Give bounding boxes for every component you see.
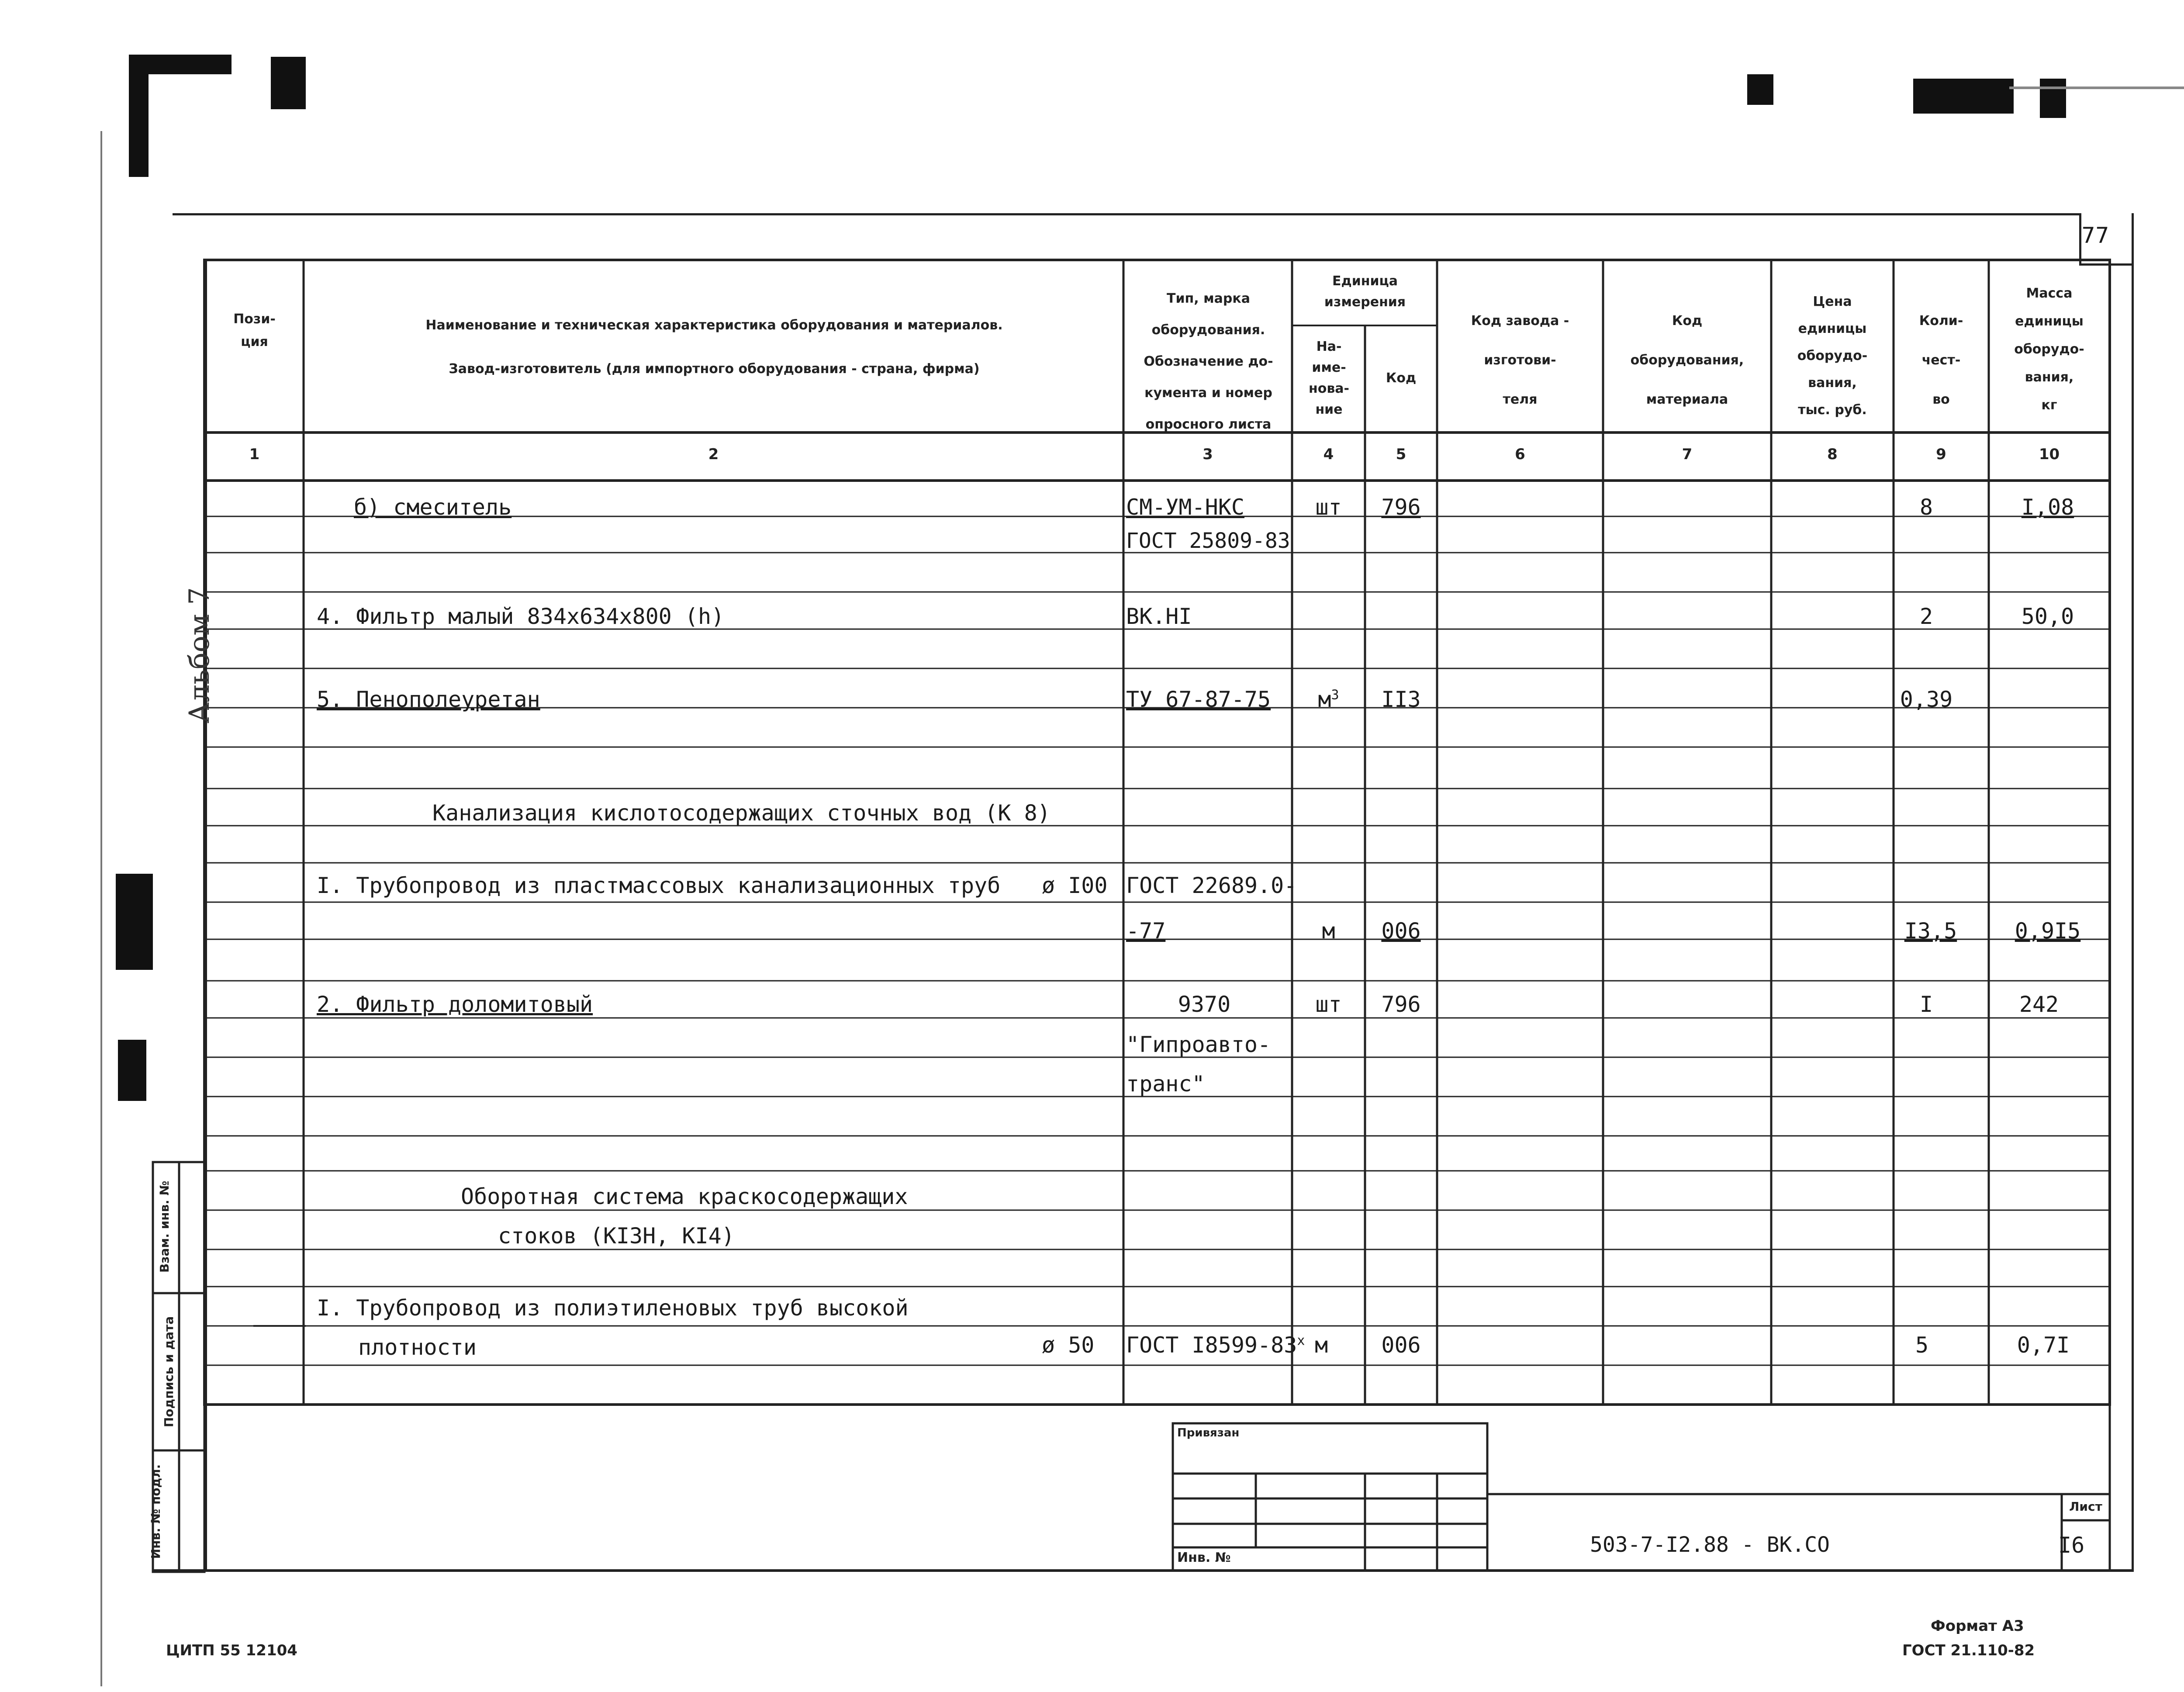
item-name: I. Трубопровод из полиэтиленовых труб высокой <box>317 1295 909 1321</box>
header-unit-name: На- име- нова- ние <box>1308 339 1350 417</box>
item-type: ГОСТ I8599-83$^x$ <box>1126 1332 1305 1358</box>
item-mass: 242 <box>2019 992 2059 1017</box>
item-mass: 0,9I5 <box>2015 918 2081 944</box>
header-type: Тип, марка оборудования. Обозначение до- кумента и номер опросного листа <box>1144 291 1273 432</box>
item-type: транс" <box>1126 1071 1205 1097</box>
header-name: Наименование и техническая характеристика оборудования и материалов. Завод-изготовитель (для импортного оборудования - страна, фирма) <box>425 318 1003 377</box>
item-qty: 8 <box>1919 495 1933 520</box>
item-type: "Гипроавто- <box>1126 1032 1271 1057</box>
sheet-number: I6 <box>2058 1533 2085 1558</box>
item-code: 006 <box>1381 1332 1421 1358</box>
item-diameter: ø I00 <box>1042 873 1108 898</box>
item-mass: 50,0 <box>2021 604 2074 629</box>
item-type: ТУ 67-87-75 <box>1126 687 1271 712</box>
header-unit-code: Код <box>1386 370 1417 386</box>
side-stamp-label: Инв. № подл. <box>149 1464 163 1559</box>
col-number: 6 <box>1515 446 1525 463</box>
item-qty: 2 <box>1919 604 1933 629</box>
col-number: 1 <box>249 446 260 463</box>
document-designation: 503-7-I2.88 - ВК.СО <box>1590 1533 1830 1557</box>
section-title: Канализация кислотосодержащих сточных вод (К 8) <box>432 800 1051 826</box>
footer-gost: ГОСТ 21.110-82 <box>1902 1642 2035 1659</box>
col-number: 8 <box>1827 446 1838 463</box>
item-type: ГОСТ 25809-83 <box>1126 529 1290 553</box>
item-unit: шт <box>1315 992 1342 1017</box>
item-code: 796 <box>1381 495 1421 520</box>
item-qty: I3,5 <box>1904 918 1957 944</box>
item-qty: I <box>1919 992 1933 1017</box>
item-name: 2. Фильтр доломитовый <box>317 992 593 1017</box>
item-code: 006 <box>1381 918 1421 944</box>
col-number: 10 <box>2039 446 2060 463</box>
stamp-inv-label: Инв. № <box>1177 1550 1231 1565</box>
item-type: -77 <box>1126 918 1166 944</box>
header-equip-code: Код оборудования, материала <box>1630 313 1744 407</box>
footer-code: ЦИТП 55 12104 <box>166 1642 297 1659</box>
item-qty: 0,39 <box>1900 687 1953 712</box>
item-diameter: ø 50 <box>1042 1332 1095 1358</box>
header-qty: Коли- чест- во <box>1919 313 1963 407</box>
item-name: 5. Пенополеуретан <box>317 687 540 712</box>
item-type: 9370 <box>1178 992 1231 1017</box>
header-unit-group: Единица измерения <box>1324 273 1406 310</box>
section-title: Оборотная система краскосодержащих <box>461 1184 908 1209</box>
item-qty: 5 <box>1915 1332 1929 1358</box>
item-code: 796 <box>1381 992 1421 1017</box>
side-stamp-label: Взам. инв. № <box>157 1180 172 1273</box>
page-number: 77 <box>2081 223 2109 248</box>
item-unit: шт <box>1315 495 1342 520</box>
col-number: 5 <box>1396 446 1406 463</box>
item-code: II3 <box>1381 687 1421 712</box>
side-stamp-label: Подпись и дата <box>162 1316 176 1428</box>
col-number: 4 <box>1323 446 1334 463</box>
item-name: I. Трубопровод из пластмассовых канализационных труб <box>317 873 1001 898</box>
item-name: плотности <box>358 1335 477 1360</box>
footer-format: Формат А3 <box>1931 1617 2024 1635</box>
stamp-privyazan: Привязан <box>1177 1426 1240 1439</box>
item-mass: I,08 <box>2021 495 2074 520</box>
col-number: 2 <box>708 446 719 463</box>
col-number: 3 <box>1203 446 1213 463</box>
sheet-label: Лист <box>2069 1499 2102 1514</box>
item-type: СМ-УМ-НКС <box>1126 495 1244 520</box>
item-name: 4. Фильтр малый 834x634x800 (h) <box>317 604 725 629</box>
item-unit: $м^3$ <box>1318 687 1339 712</box>
header-position: Пози- ция <box>233 311 276 349</box>
item-name: б) смеситель <box>354 495 512 520</box>
album-note: Альбом 7 <box>183 587 216 723</box>
section-title: стоков (КI3Н, КI4) <box>498 1223 735 1249</box>
header-price: Цена единицы оборудо- вания, тыс. руб. <box>1797 294 1868 418</box>
item-unit: м <box>1315 1332 1328 1358</box>
col-number: 9 <box>1936 446 1946 463</box>
col-number: 7 <box>1682 446 1693 463</box>
item-unit: м <box>1322 918 1335 944</box>
header-mass: Масса единицы оборудо- вания, кг <box>2014 286 2084 413</box>
item-type: ВК.НI <box>1126 604 1192 629</box>
header-maker-code: Код завода - изготови- теля <box>1471 313 1569 407</box>
item-mass: 0,7I <box>2017 1332 2070 1358</box>
item-type: ГОСТ 22689.0- <box>1126 873 1297 898</box>
